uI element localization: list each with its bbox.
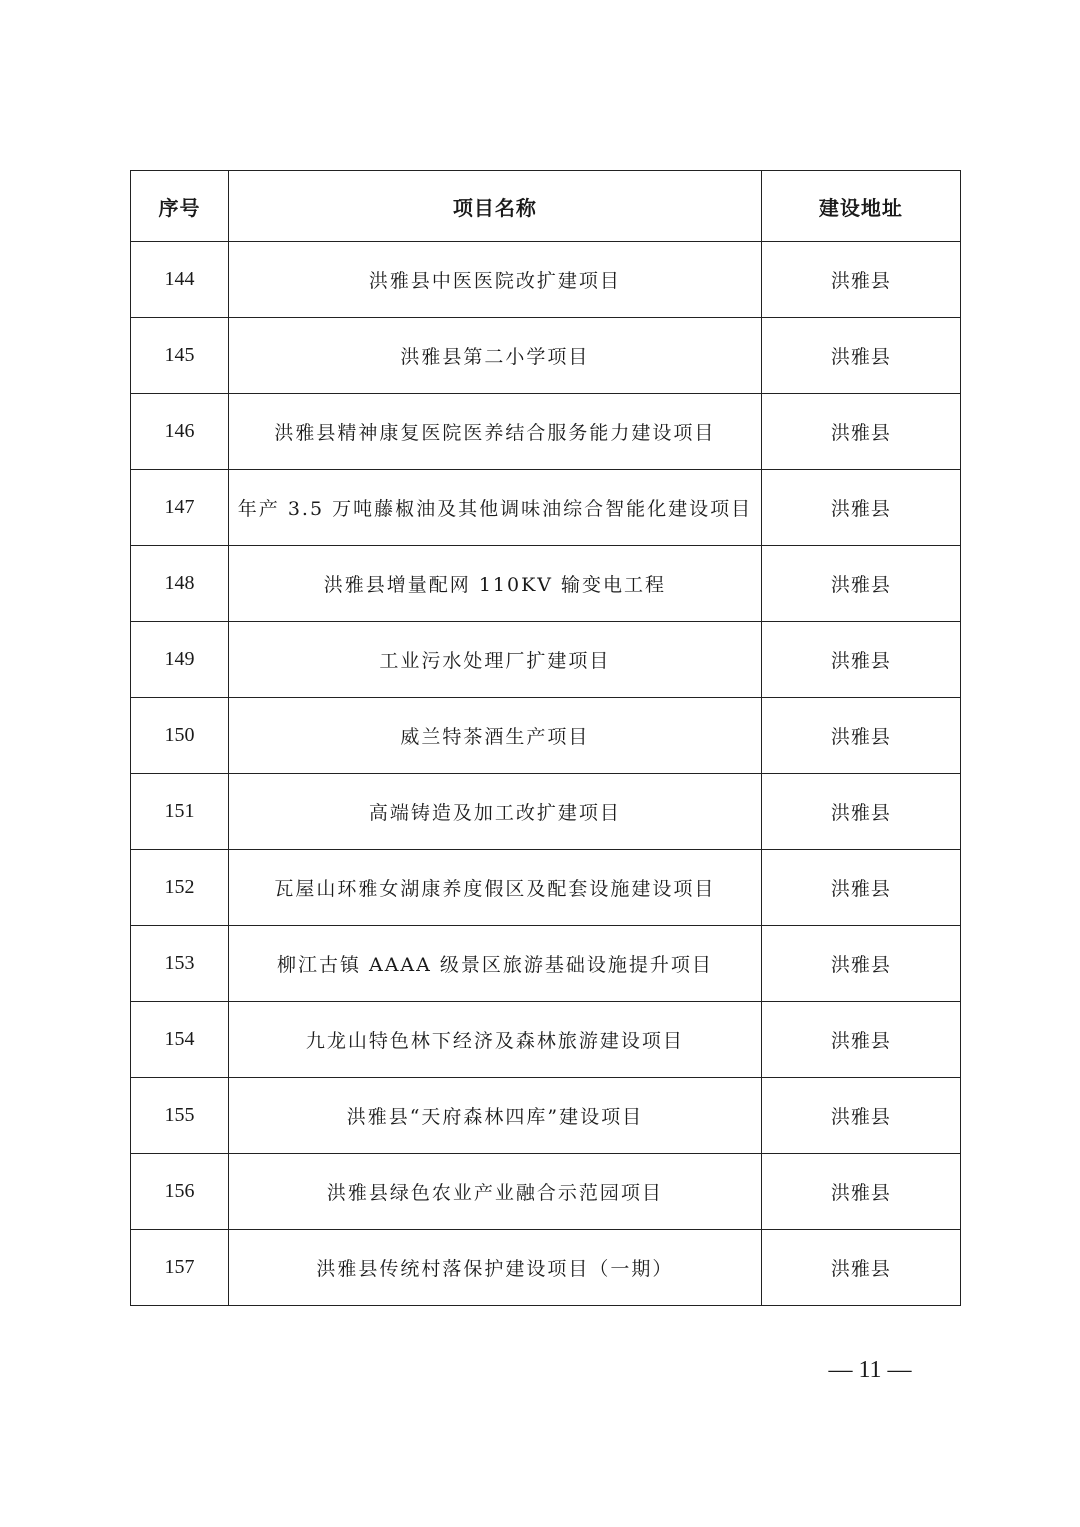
row-number: 144 bbox=[131, 242, 229, 318]
row-number: 156 bbox=[131, 1154, 229, 1230]
row-project-name: 洪雅县增量配网 110KV 输变电工程 bbox=[229, 546, 762, 622]
row-location: 洪雅县 bbox=[761, 774, 960, 850]
table-row bbox=[131, 394, 961, 470]
page-number: — 11 — bbox=[828, 1357, 912, 1383]
table-row bbox=[131, 546, 961, 622]
row-project-name: 洪雅县绿色农业产业融合示范园项目 bbox=[229, 1154, 762, 1230]
row-location: 洪雅县 bbox=[761, 622, 960, 698]
row-number: 146 bbox=[131, 394, 229, 470]
header-location: 建设地址 bbox=[761, 171, 960, 242]
row-number: 145 bbox=[131, 318, 229, 394]
table-header bbox=[131, 171, 961, 242]
project-table bbox=[130, 170, 961, 1306]
header-number: 序号 bbox=[131, 171, 229, 242]
row-project-name: 洪雅县中医医院改扩建项目 bbox=[229, 242, 762, 318]
table-row bbox=[131, 470, 961, 546]
header-row bbox=[131, 171, 961, 242]
row-project-name: 柳江古镇 AAAA 级景区旅游基础设施提升项目 bbox=[229, 926, 762, 1002]
row-location: 洪雅县 bbox=[761, 850, 960, 926]
table-row bbox=[131, 1078, 961, 1154]
row-location: 洪雅县 bbox=[761, 318, 960, 394]
row-project-name: 瓦屋山环雅女湖康养度假区及配套设施建设项目 bbox=[229, 850, 762, 926]
row-location: 洪雅县 bbox=[761, 546, 960, 622]
row-location: 洪雅县 bbox=[761, 698, 960, 774]
row-project-name: 洪雅县“天府森林四库”建设项目 bbox=[229, 1078, 762, 1154]
row-location: 洪雅县 bbox=[761, 926, 960, 1002]
row-location: 洪雅县 bbox=[761, 470, 960, 546]
row-number: 155 bbox=[131, 1078, 229, 1154]
row-location: 洪雅县 bbox=[761, 394, 960, 470]
row-number: 147 bbox=[131, 470, 229, 546]
row-project-name: 高端铸造及加工改扩建项目 bbox=[229, 774, 762, 850]
row-project-name: 威兰特茶酒生产项目 bbox=[229, 698, 762, 774]
row-project-name: 工业污水处理厂扩建项目 bbox=[229, 622, 762, 698]
row-number: 154 bbox=[131, 1002, 229, 1078]
table-row bbox=[131, 1002, 961, 1078]
row-location: 洪雅县 bbox=[761, 1078, 960, 1154]
table-row bbox=[131, 698, 961, 774]
row-number: 149 bbox=[131, 622, 229, 698]
table-row bbox=[131, 850, 961, 926]
row-location: 洪雅县 bbox=[761, 1230, 960, 1306]
row-location: 洪雅县 bbox=[761, 242, 960, 318]
row-number: 151 bbox=[131, 774, 229, 850]
row-number: 148 bbox=[131, 546, 229, 622]
row-project-name: 洪雅县第二小学项目 bbox=[229, 318, 762, 394]
row-location: 洪雅县 bbox=[761, 1154, 960, 1230]
table-row bbox=[131, 242, 961, 318]
header-project-name: 项目名称 bbox=[229, 171, 762, 242]
table-row bbox=[131, 318, 961, 394]
table-row bbox=[131, 1230, 961, 1306]
row-number: 152 bbox=[131, 850, 229, 926]
row-project-name: 洪雅县传统村落保护建设项目（一期） bbox=[229, 1230, 762, 1306]
row-number: 150 bbox=[131, 698, 229, 774]
row-project-name: 年产 3.5 万吨藤椒油及其他调味油综合智能化建设项目 bbox=[229, 470, 762, 546]
table-row bbox=[131, 1154, 961, 1230]
row-project-name: 洪雅县精神康复医院医养结合服务能力建设项目 bbox=[229, 394, 762, 470]
table-row bbox=[131, 926, 961, 1002]
row-number: 157 bbox=[131, 1230, 229, 1306]
table-body bbox=[131, 242, 961, 1306]
row-project-name: 九龙山特色林下经济及森林旅游建设项目 bbox=[229, 1002, 762, 1078]
table-row bbox=[131, 774, 961, 850]
row-number: 153 bbox=[131, 926, 229, 1002]
table-row bbox=[131, 622, 961, 698]
row-location: 洪雅县 bbox=[761, 1002, 960, 1078]
